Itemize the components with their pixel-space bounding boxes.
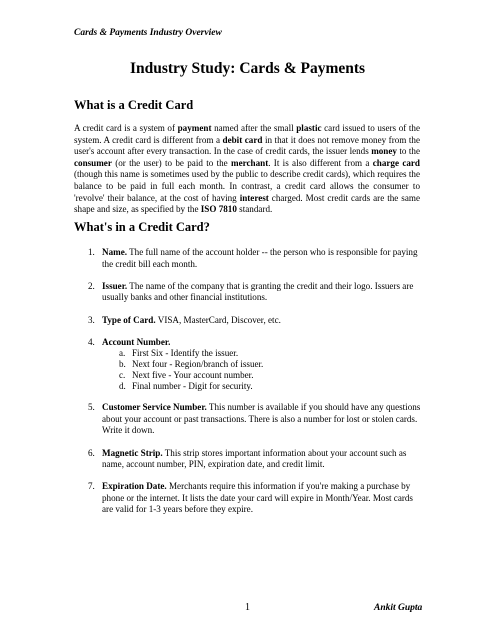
sub-item-text: First Six - Identify the issuer. (132, 348, 239, 359)
running-header: Cards & Payments Industry Overview (74, 28, 222, 38)
list-item-label: Magnetic Strip. (102, 447, 163, 458)
bold-term: debit card (222, 134, 263, 145)
sub-list-item (119, 359, 424, 370)
credit-card-definition-paragraph (74, 123, 420, 216)
paragraph-text-run: in that it does not remove money from the user's account after every transaction. In the case of credit cards, the issuer lends (74, 134, 420, 157)
list-item (74, 247, 424, 270)
author-name: Ankit Gupta (374, 603, 423, 613)
list-item-number: 6. (88, 447, 95, 458)
paragraph-text-run: . It is also different from a (268, 157, 373, 168)
paragraph-text-run: to the (396, 146, 420, 157)
bold-term: merchant (231, 157, 269, 168)
list-item-label: Type of Card. (102, 314, 156, 325)
sub-item-text: Next five - Your account number. (132, 369, 254, 380)
list-item (74, 281, 424, 304)
list-item-text: Merchants require this information if you're making a purchase by phone or the internet. It lists the date your card will expire in Month/Year. Most cards are valid for 1-3 years before they expire. (102, 481, 413, 515)
list-item-label: Issuer. (102, 280, 128, 291)
list-item-number: 3. (88, 314, 95, 325)
list-item-text: The name of the company that is granting the credit and their logo. Issuers are usually banks and other financial institutions. (102, 280, 414, 303)
sub-item-letter: a. (119, 348, 126, 359)
bold-term: money (371, 146, 397, 157)
list-item-number: 5. (88, 402, 95, 413)
list-item-text: This number is available if you should have any questions about your account or past transactions. There is also a number for lost or stolen cards. Write it down. (102, 402, 421, 436)
account-number-sublist (119, 348, 424, 391)
bold-term: consumer (74, 157, 112, 168)
page-number: 1 (245, 602, 250, 613)
paragraph-text-run: charged. Most credit cards are the same shape and size, as specified by the (74, 192, 420, 215)
bold-term: payment (177, 123, 212, 133)
list-item (74, 402, 424, 437)
sub-item-letter: b. (119, 359, 126, 370)
list-item (74, 337, 424, 392)
list-item (74, 481, 424, 516)
sub-item-text: Next four - Region/branch of issuer. (132, 359, 264, 370)
bold-term: interest (239, 192, 269, 203)
list-item-number: 2. (88, 280, 95, 291)
list-item-label: Customer Service Number. (102, 402, 207, 413)
list-item-text: VISA, MasterCard, Discover, etc. (155, 314, 281, 325)
list-item (74, 315, 424, 327)
bold-term: ISO 7810 (200, 204, 237, 215)
paragraph-text-run: (though this name is sometimes used by the public to describe credit cards), which requires the balance to be paid in full each month. In contrast, a credit card allows the consumer to 'revolve' their balance, at the cost of having (74, 169, 420, 203)
bold-term: charge card (372, 157, 420, 168)
list-item (74, 448, 424, 471)
list-item-text: This strip stores important information about your account such as name, account number, PIN, expiration date, and credit limit. (102, 447, 407, 470)
paragraph-text-run: (or the user) to be paid to the (111, 157, 232, 168)
section-heading-what-is-credit-card: What is a Credit Card (74, 98, 194, 112)
section-heading-whats-in-credit-card: What's in a Credit Card? (74, 220, 210, 234)
paragraph-text-run: card issued to users of the system. A credit card is different from a (74, 123, 421, 145)
list-item-label: Account Number. (102, 336, 171, 347)
paragraph-text-run: named after the small (211, 123, 297, 133)
sub-list-item (119, 381, 424, 392)
paragraph-text-run: standard. (236, 204, 273, 215)
bold-term: plastic (296, 123, 322, 133)
credit-card-parts-list (74, 247, 424, 527)
sub-list-item (119, 370, 424, 381)
list-item-number: 1. (88, 247, 95, 257)
list-item-number: 7. (88, 481, 95, 492)
list-item-label: Name. (102, 247, 127, 257)
sub-item-letter: c. (119, 369, 126, 380)
sub-list-item (119, 348, 424, 359)
sub-item-text: Final number - Digit for security. (132, 380, 253, 391)
list-item-text: The full name of the account holder -- the person who is responsible for paying the credit bill each month. (102, 247, 418, 269)
paragraph-text-run: A credit card is a system of (74, 123, 178, 133)
sub-item-letter: d. (119, 380, 126, 391)
list-item-number: 4. (88, 336, 95, 347)
list-item-label: Expiration Date. (102, 481, 167, 492)
document-title: Industry Study: Cards & Payments (129, 60, 366, 77)
